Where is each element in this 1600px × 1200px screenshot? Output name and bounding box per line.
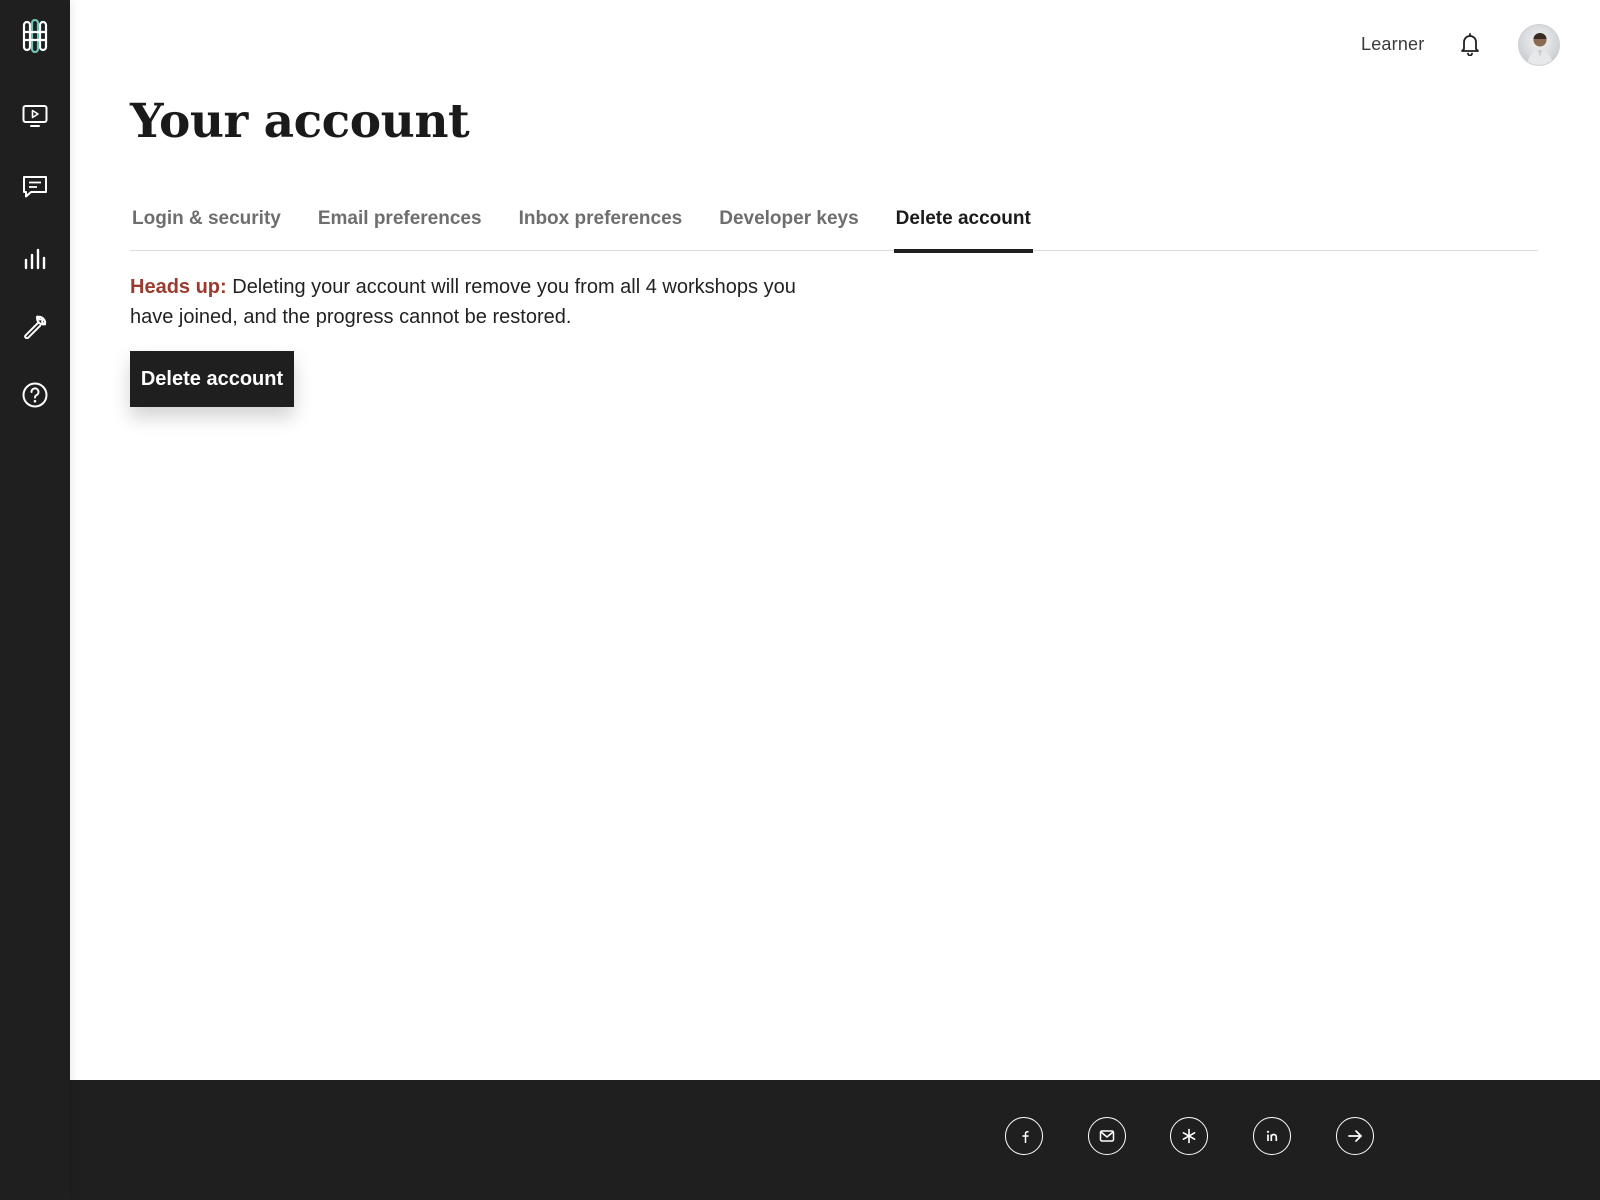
facebook-icon[interactable]	[1005, 1117, 1043, 1155]
delete-account-button[interactable]: Delete account	[130, 351, 294, 407]
linkedin-icon[interactable]	[1253, 1117, 1291, 1155]
tab-inbox-preferences[interactable]: Inbox preferences	[518, 208, 683, 229]
asterisk-icon[interactable]	[1170, 1117, 1208, 1155]
sidebar-item-workshops[interactable]	[0, 91, 70, 141]
sidebar-item-progress[interactable]	[0, 233, 70, 283]
logo-icon[interactable]	[0, 11, 70, 61]
sidebar-item-tools[interactable]	[0, 301, 70, 351]
footer	[70, 1080, 1600, 1200]
avatar[interactable]	[1518, 24, 1560, 66]
sidebar-item-help[interactable]	[0, 370, 70, 420]
bell-icon[interactable]	[1458, 30, 1482, 58]
account-tabs	[130, 196, 1538, 251]
user-role-label[interactable]: Learner	[1361, 34, 1425, 54]
sidebar	[0, 0, 70, 1200]
bar-chart-icon	[22, 246, 48, 270]
tab-email-preferences[interactable]: Email preferences	[317, 208, 482, 229]
delete-warning	[130, 272, 830, 332]
help-icon	[21, 381, 49, 409]
tab-login-security[interactable]: Login & security	[132, 208, 281, 229]
sidebar-item-messages[interactable]	[0, 162, 70, 212]
video-icon	[22, 104, 48, 128]
wrench-icon	[22, 313, 48, 339]
email-icon[interactable]	[1088, 1117, 1126, 1155]
tab-delete-account[interactable]: Delete account	[894, 196, 1033, 251]
warning-prefix: Heads up:	[130, 276, 227, 298]
page-title: Your account	[130, 94, 470, 149]
arrow-right-icon[interactable]	[1336, 1117, 1374, 1155]
tab-developer-keys[interactable]: Developer keys	[719, 208, 859, 229]
warning-text: Deleting your account will remove you from all 4 workshops you have joined, and the progress cannot be restored.	[130, 276, 796, 328]
chat-icon	[22, 175, 48, 199]
